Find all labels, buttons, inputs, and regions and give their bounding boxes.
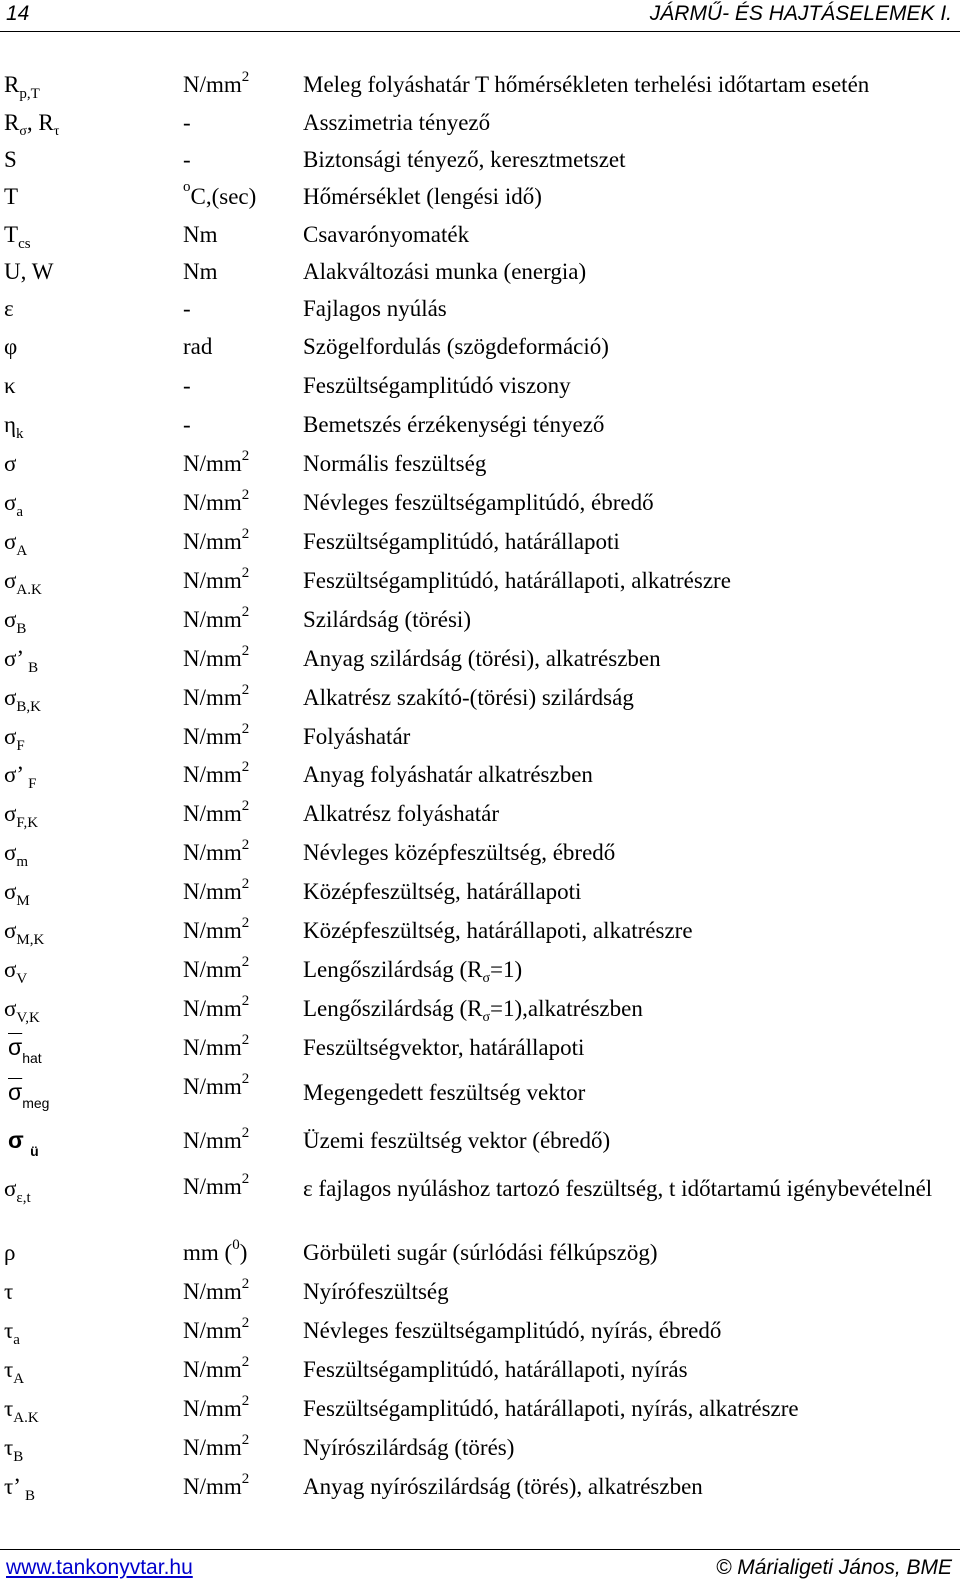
unit: $N/mm^2$ — [183, 876, 250, 904]
symbol: $\eta_k$ — [4, 412, 24, 442]
page-header — [0, 0, 960, 32]
unit: Nm — [183, 222, 218, 247]
description: Feszültségamplitúdó, határállapoti, alkatrészre — [303, 568, 731, 593]
symbol: σ — [4, 451, 17, 476]
description: Folyáshatár — [303, 724, 411, 749]
symbol: $\tau_{A.K}$ — [4, 1396, 39, 1426]
unit: - — [183, 110, 191, 135]
description: Alakváltozási munka (energia) — [303, 259, 587, 284]
symbol: $\sigma_V$ — [4, 957, 28, 987]
unit: $N/mm^2$ — [183, 565, 250, 593]
symbol: τ — [4, 1279, 14, 1304]
unit: $N/mm^2$ — [183, 1276, 250, 1304]
symbol: $\overline{\sigma}_{meg}$ — [8, 1079, 50, 1111]
description: Biztonsági tényező, keresztmetszet — [303, 147, 626, 172]
unit: $N/mm^2$ — [183, 759, 250, 787]
symbol: $\sigma_{M,K}$ — [4, 918, 45, 948]
unit: $N/mm^2$ — [183, 721, 250, 749]
unit: $N/mm^2$ — [183, 1393, 250, 1421]
unit: rad — [183, 334, 213, 359]
unit: $N/mm^2$ — [183, 993, 250, 1021]
unit: Nm — [183, 259, 218, 284]
description: Feszültségamplitúdó, határállapoti — [303, 529, 620, 554]
unit: $N/mm^2$ — [183, 682, 250, 710]
description: Asszimetria tényező — [303, 110, 491, 135]
unit: $N/mm^2$ — [183, 1071, 250, 1099]
symbol: σ’ $_F$ — [4, 762, 37, 792]
description: Alkatrész szakító-(törési) szilárdság — [303, 685, 634, 710]
copyright: © Márialigeti János, BME — [715, 1556, 952, 1579]
unit: $N/mm^2$ — [183, 487, 250, 515]
description: Görbületi sugár (súrlódási félkúpszög) — [303, 1240, 658, 1265]
symbol: $\sigma_B$ — [4, 607, 27, 637]
unit: $N/mm^2$ — [183, 69, 250, 97]
unit: - — [183, 412, 191, 437]
description: Lengőszilárdság $(R_\sigma=1)$ — [303, 957, 523, 986]
description: Feszültségamplitúdó, határállapoti, nyírás, alkatrészre — [303, 1396, 799, 1421]
description: Normális feszültség — [303, 451, 487, 476]
description: Meleg folyáshatár T hőmérsékleten terhelési időtartam esetén — [303, 72, 870, 97]
description: Hőmérséklet (lengési idő) — [303, 184, 542, 209]
symbol: $\overline{\sigma}_{hat}$ — [8, 1034, 42, 1066]
unit: $N/mm^2$ — [183, 1315, 250, 1343]
symbol: τ’ $_B$ — [4, 1474, 35, 1504]
symbol: $\sigma_{F,K}$ — [4, 801, 39, 831]
symbol: $\sigma_m$ — [4, 840, 29, 870]
symbol: κ — [4, 373, 16, 398]
description: Fajlagos nyúlás — [303, 296, 447, 321]
symbol: $\sigma_{V,K}$ — [4, 996, 40, 1026]
symbol: $\sigma_{A.K}$ — [4, 568, 42, 598]
symbol: $\sigma_M$ — [4, 879, 30, 909]
description: Középfeszültség, határállapoti — [303, 879, 582, 904]
description: Anyag szilárdság (törési), alkatrészben — [303, 646, 661, 671]
description: Feszültségvektor, határállapoti — [303, 1035, 585, 1060]
description: Anyag folyáshatár alkatrészben — [303, 762, 593, 787]
symbol: S — [4, 147, 17, 172]
symbol: T — [4, 184, 19, 209]
description: Alkatrész folyáshatár — [303, 801, 500, 826]
website-link[interactable]: www.tankonyvtar.hu — [6, 1556, 193, 1579]
description: Lengőszilárdság $(R_\sigma=1),alkatrészben$ — [303, 996, 643, 1025]
unit: $N/mm^2$ — [183, 1432, 250, 1460]
unit: $N/mm^2$ — [183, 643, 250, 671]
unit: $N/mm^2$ — [183, 954, 250, 982]
unit: $N/mm^2$ — [183, 604, 250, 632]
unit: - — [183, 296, 191, 321]
symbol: U, W — [4, 259, 54, 284]
symbol: ε — [4, 296, 14, 321]
symbol: $\sigma_{\varepsilon,t}$ — [4, 1176, 31, 1206]
unit: $N/mm^2$ — [183, 1032, 250, 1060]
page-footer — [0, 1549, 960, 1586]
description: Névleges feszültségamplitúdó, ébredő — [303, 490, 654, 515]
page-number: 14 — [6, 2, 30, 25]
description: Feszültségamplitúdó viszony — [303, 373, 571, 398]
unit: $N/mm^2$ — [183, 1171, 250, 1199]
unit: $N/mm^2$ — [183, 526, 250, 554]
unit: $N/mm^2$ — [183, 915, 250, 943]
unit: $N/mm^2$ — [183, 1125, 250, 1153]
symbol: σ $_ü$ — [8, 1127, 39, 1159]
description: Névleges feszültségamplitúdó, nyírás, ébredő — [303, 1318, 722, 1343]
description: Középfeszültség, határállapoti, alkatrészre — [303, 918, 693, 943]
description: Csavarónyomaték — [303, 222, 470, 247]
unit: $^o$C,(sec) — [183, 179, 257, 209]
unit: $N/mm^2$ — [183, 448, 250, 476]
symbol: $\sigma_a$ — [4, 490, 24, 520]
symbol: $\tau_a$ — [4, 1318, 20, 1348]
unit: $N/mm^2$ — [183, 1471, 250, 1499]
symbol: $R_\sigma$, $R_\tau$ — [4, 110, 60, 139]
description: Nyírószilárdság (törés) — [303, 1435, 515, 1460]
symbol: $R_{p,T}$ — [4, 72, 40, 102]
description: ε fajlagos nyúláshoz tartozó feszültség, t időtartamú igénybevételnél — [303, 1176, 933, 1201]
unit: $N/mm^2$ — [183, 837, 250, 865]
symbol: σ’ $_B$ — [4, 646, 39, 676]
description: Feszültségamplitúdó, határállapoti, nyírás — [303, 1357, 688, 1382]
symbol: $\tau_A$ — [4, 1357, 25, 1387]
unit: $N/mm^2$ — [183, 1354, 250, 1382]
description: Megengedett feszültség vektor — [303, 1080, 586, 1105]
description: Szögelfordulás (szögdeformáció) — [303, 334, 609, 359]
symbol: $\sigma_F$ — [4, 724, 25, 754]
symbol: $\sigma_A$ — [4, 529, 28, 559]
description: Anyag nyírószilárdság (törés), alkatrészben — [303, 1474, 703, 1499]
description: Bemetszés érzékenységi tényező — [303, 412, 605, 437]
symbol: $\sigma_{B,K}$ — [4, 685, 41, 715]
unit: - — [183, 373, 191, 398]
description: Névleges középfeszültség, ébredő — [303, 840, 616, 865]
description: Szilárdság (törési) — [303, 607, 471, 632]
symbol: $\tau_B$ — [4, 1435, 24, 1465]
unit: mm ($^0$) — [183, 1237, 248, 1265]
unit: $N/mm^2$ — [183, 798, 250, 826]
symbol: φ — [4, 334, 18, 359]
symbol: $T_{cs}$ — [4, 222, 31, 252]
symbol: ρ — [4, 1240, 16, 1265]
unit: - — [183, 147, 191, 172]
description: Nyírófeszültség — [303, 1279, 449, 1304]
description: Üzemi feszültség vektor (ébredő) — [303, 1128, 611, 1153]
book-title: JÁRMŰ- ÉS HAJTÁSELEMEK I. — [649, 2, 952, 25]
